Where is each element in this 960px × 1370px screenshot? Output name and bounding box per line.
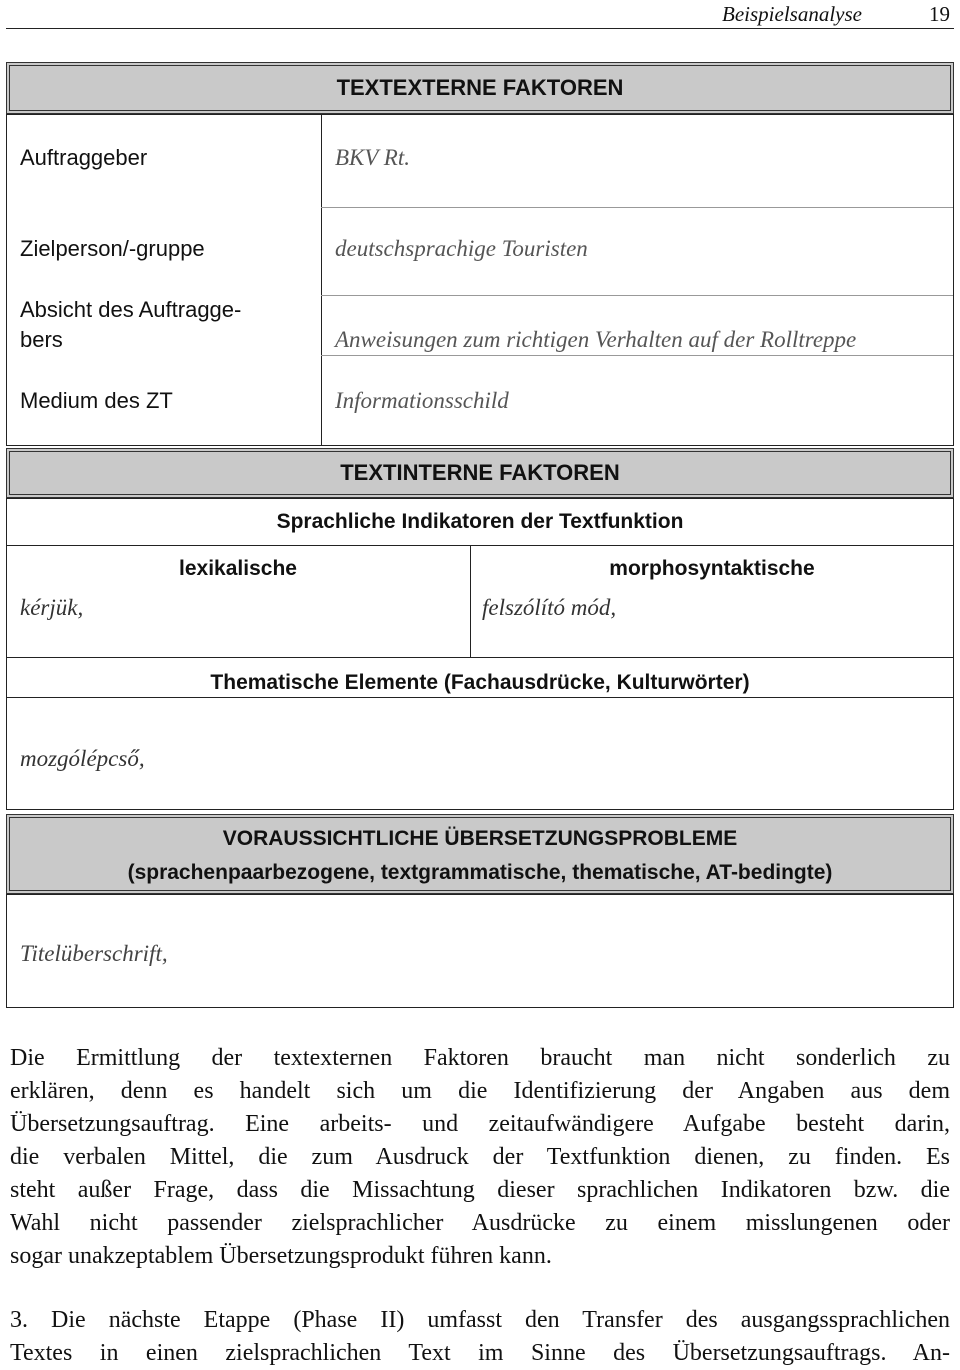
problems-title-line2: (sprachenpaarbezogene, textgrammatische, thematische, AT-bedingte) bbox=[127, 861, 833, 884]
internal-factors-table bbox=[6, 498, 954, 810]
problems-title-bar bbox=[6, 814, 954, 894]
row-label-auftraggeber: Auftraggeber bbox=[20, 145, 148, 170]
row-value-zielperson: deutschsprachige Touristen bbox=[335, 236, 588, 261]
internal-factors-title-bar bbox=[6, 448, 954, 498]
body-paragraph-2 bbox=[10, 1304, 950, 1370]
paragraph-line: 3. Die nächste Etappe (Phase II) umfasst den Transfer des ausgangssprachlichen bbox=[10, 1307, 950, 1333]
paragraph-line: Übersetzungsauftrag. Eine arbeits- und zeitaufwändigere Aufgabe besteht darin, bbox=[10, 1111, 950, 1137]
paragraph-line: steht außer Frage, dass die Missachtung dieser sprachlichen Indikatoren bzw. die bbox=[10, 1177, 950, 1203]
row-value-absicht: Anweisungen zum richtigen Verhalten auf der Rolltreppe bbox=[335, 327, 857, 352]
morphosyntactic-value: felszólító mód, bbox=[482, 595, 617, 620]
body-paragraph-1 bbox=[10, 1042, 950, 1273]
thematic-value: mozgólépcső, bbox=[20, 746, 145, 771]
section-title: Beispielsanalyse bbox=[722, 2, 862, 26]
lexical-value: kérjük, bbox=[20, 595, 84, 620]
internal-factors-title: TEXTINTERNE FAKTOREN bbox=[340, 460, 620, 485]
problems-value: Titelüberschrift, bbox=[20, 941, 168, 966]
problems-title-line1: VORAUSSICHTLICHE ÜBERSETZUNGSPROBLEME bbox=[222, 827, 738, 850]
paragraph-line: Textes in einen zielsprachlichen Text im Sinne des Übersetzungsauftrags. An- bbox=[10, 1340, 950, 1366]
lexical-heading: lexikalische bbox=[179, 557, 297, 580]
row-value-medium: Informationsschild bbox=[335, 388, 509, 413]
thematic-heading: Thematische Elemente (Fachausdrücke, Kulturwörter) bbox=[210, 671, 750, 694]
morphosyntactic-heading: morphosyntaktische bbox=[609, 557, 815, 580]
paragraph-line: Die Ermittlung der textexternen Faktoren braucht man nicht sonderlich zu bbox=[10, 1045, 950, 1071]
paragraph-line: sogar unakzeptablem Übersetzungsprodukt führen kann. bbox=[10, 1243, 552, 1269]
row-label-absicht-line1: Absicht des Auftragge- bbox=[20, 297, 242, 322]
row-value-auftraggeber: BKV Rt. bbox=[335, 145, 410, 170]
external-factors-title-bar bbox=[6, 62, 954, 114]
row-label-zielperson: Zielperson/-gruppe bbox=[20, 236, 205, 261]
indicators-subtitle: Sprachliche Indikatoren der Textfunktion bbox=[276, 510, 684, 533]
page-number: 19 bbox=[929, 2, 950, 26]
row-label-absicht-line2: bers bbox=[20, 327, 63, 352]
paragraph-line: erklären, denn es handelt sich um die Identifizierung der Angaben aus dem bbox=[10, 1078, 950, 1104]
running-header bbox=[6, 0, 954, 29]
row-label-medium: Medium des ZT bbox=[20, 388, 173, 413]
external-factors-title: TEXTEXTERNE FAKTOREN bbox=[336, 75, 624, 100]
paragraph-line: die verbalen Mittel, die zum Ausdruck der Textfunktion dienen, zu finden. Es bbox=[10, 1144, 950, 1170]
paragraph-line: Wahl nicht passender zielsprachlicher Ausdrücke zu einem misslungenen oder bbox=[10, 1210, 950, 1236]
